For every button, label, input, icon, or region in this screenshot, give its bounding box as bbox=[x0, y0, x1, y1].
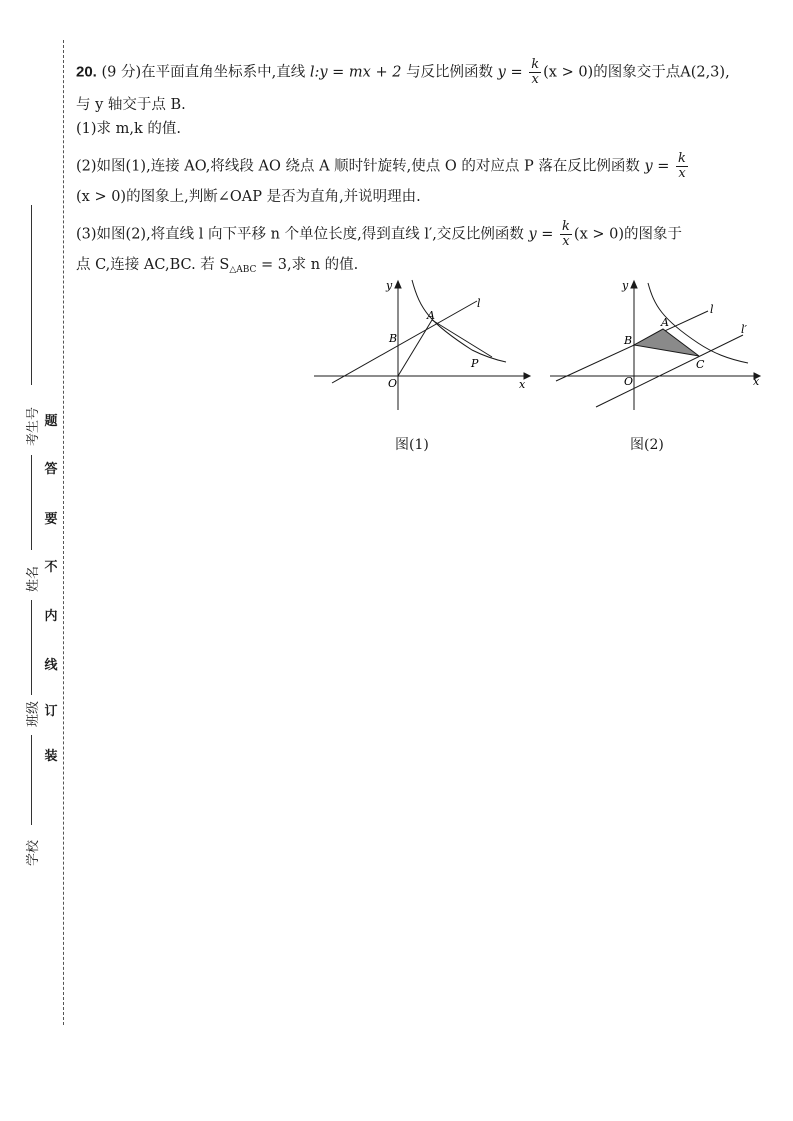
warning-char: 答 bbox=[44, 462, 58, 477]
label-o: O bbox=[624, 375, 634, 388]
school-blank[interactable] bbox=[31, 735, 32, 825]
label-o: O bbox=[388, 377, 398, 390]
domain-condition: (x > 0) bbox=[76, 189, 127, 205]
exam-no-label: 考生号 bbox=[26, 406, 41, 446]
fraction-k-over-x: $\frac{k}{x}$ bbox=[678, 151, 686, 181]
question-text: 与反比例函数 bbox=[406, 64, 494, 81]
label-a: A bbox=[427, 309, 435, 322]
figure-1-diagram bbox=[312, 275, 534, 415]
domain-condition: (x > 0) bbox=[573, 226, 625, 243]
warning-char: 装 bbox=[44, 749, 58, 764]
question-text: 在平面直角坐标系中,直线 bbox=[141, 64, 306, 81]
question-score: (9 分) bbox=[101, 64, 142, 81]
triangle-abc bbox=[634, 329, 699, 356]
question-text: 与 y 轴交于点 B. bbox=[76, 97, 186, 113]
school-label: 学校 bbox=[26, 839, 41, 866]
label-a: A bbox=[661, 316, 669, 329]
exam-no-blank[interactable] bbox=[31, 205, 32, 385]
question-line-1 bbox=[76, 58, 730, 87]
part-2-line-2 bbox=[76, 186, 421, 208]
segment-ao bbox=[398, 320, 432, 376]
label-l-prime: l′ bbox=[741, 323, 748, 336]
y-axis-arrow bbox=[395, 281, 401, 288]
label-l: l bbox=[477, 297, 481, 310]
question-line-2 bbox=[76, 94, 186, 116]
name-label: 姓名 bbox=[26, 565, 41, 592]
area-subscript: △ABC bbox=[229, 265, 257, 275]
label-b: B bbox=[624, 334, 633, 347]
warning-char: 不 bbox=[44, 560, 58, 575]
function-lhs: y = bbox=[528, 226, 554, 243]
warning-char: 订 bbox=[44, 704, 58, 719]
class-blank[interactable] bbox=[31, 600, 32, 695]
binding-dashed-line bbox=[63, 40, 64, 1025]
part-3-text: 点 C,连接 AC,BC. 若 S bbox=[76, 257, 230, 273]
part-3-line-1 bbox=[76, 220, 682, 249]
label-p: P bbox=[471, 357, 479, 370]
label-b: B bbox=[389, 332, 398, 345]
warning-char: 线 bbox=[44, 658, 58, 673]
function-lhs: y = bbox=[644, 158, 670, 175]
label-y: y bbox=[622, 279, 629, 292]
function-lhs: y = bbox=[497, 64, 523, 81]
label-x: x bbox=[519, 378, 526, 391]
point-a: A(2,3), bbox=[680, 64, 730, 81]
label-y: y bbox=[386, 279, 393, 292]
part-2-text: (2)如图(1),连接 AO,将线段 AO 绕点 A 顺时针旋转,使点 O 的对应点 P 落在反比例函数 bbox=[76, 158, 640, 175]
part-1-text: (1)求 m,k 的值. bbox=[76, 121, 182, 137]
segment-ap bbox=[432, 320, 492, 357]
warning-char: 要 bbox=[44, 512, 58, 527]
part-3-text: (3)如图(2),将直线 l 向下平移 n 个单位长度,得到直线 l′,交反比例函数 bbox=[76, 226, 524, 243]
line-l bbox=[332, 301, 477, 383]
question-number: 20. bbox=[76, 63, 97, 81]
figure-1-caption: 图(1) bbox=[395, 437, 429, 453]
figure-2-caption: 图(2) bbox=[630, 437, 664, 453]
label-c: C bbox=[696, 358, 705, 371]
part-2-line-1 bbox=[76, 152, 690, 181]
part-3-text: = 3,求 n 的值. bbox=[261, 257, 359, 273]
y-axis-arrow bbox=[631, 281, 637, 288]
part-1 bbox=[76, 118, 181, 140]
figure-2-diagram bbox=[548, 275, 770, 415]
part-3-text: 的图象于 bbox=[624, 226, 683, 243]
name-blank[interactable] bbox=[31, 455, 32, 550]
warning-char: 题 bbox=[44, 414, 58, 429]
domain-condition: (x > 0) bbox=[543, 64, 594, 81]
label-l: l bbox=[710, 303, 714, 316]
fraction-k-over-x: $\frac{k}{x}$ bbox=[562, 219, 570, 249]
fraction-k-over-x: $\frac{k}{x}$ bbox=[531, 57, 540, 87]
line-equation: l:y = mx + 2 bbox=[309, 64, 402, 81]
warning-char: 内 bbox=[44, 609, 58, 624]
class-label: 班级 bbox=[26, 700, 41, 727]
question-text: 的图象交于点 bbox=[593, 64, 681, 81]
part-2-text: 的图象上,判断∠OAP 是否为直角,并说明理由. bbox=[126, 189, 421, 205]
label-x: x bbox=[753, 375, 760, 388]
